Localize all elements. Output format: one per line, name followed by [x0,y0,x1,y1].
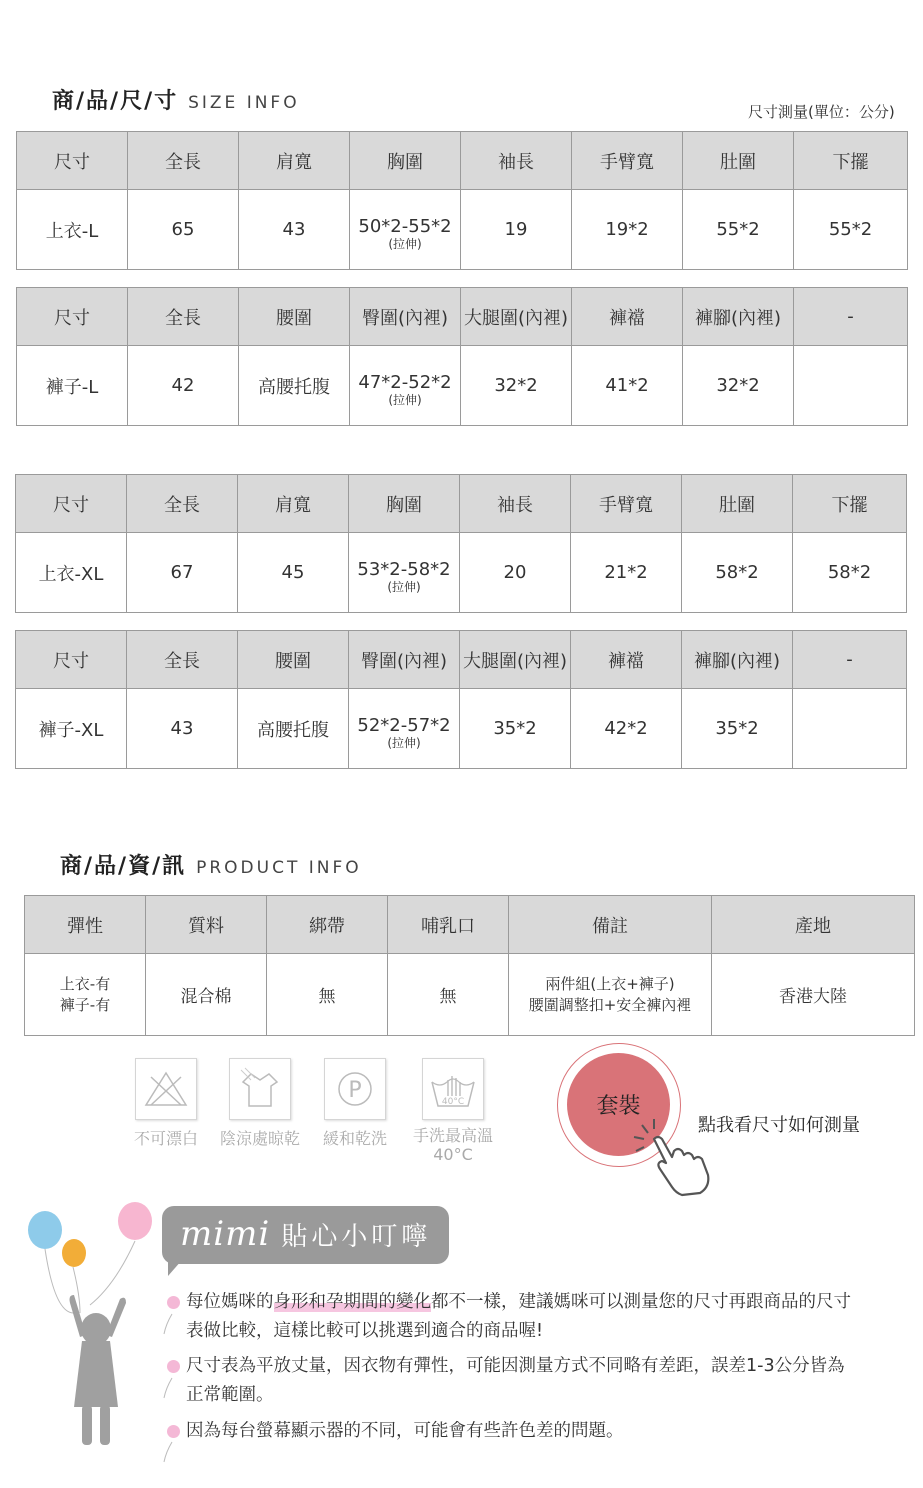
header-cell: 尺寸 [17,132,128,190]
tip-text: 都不一樣，建議媽咪可以測量您的尺寸再跟商品的尺寸 [431,1292,851,1312]
hip-value: 52*2-57*2 [357,714,451,736]
shade-dry-icon [229,1058,291,1120]
size-cell: 上衣-XL [16,533,127,613]
product-title-text: 商/品/資/訊 [60,854,187,879]
header-cell: 褲襠 [571,631,682,689]
strap-cell: 無 [267,954,388,1036]
care-label: 陰涼處晾乾 [219,1129,300,1148]
header-cell: 尺寸 [16,631,127,689]
header-cell: 全長 [127,475,238,533]
data-cell [350,190,461,270]
header-cell: 胸圍 [349,475,460,533]
measure-guide-link[interactable]: 點我看尺寸如何測量 [698,1115,860,1136]
data-cell: 35*2 [460,689,571,769]
header-cell: 尺寸 [16,475,127,533]
header-cell: 下擺 [794,132,908,190]
size-cell: 褲子-L [17,346,128,426]
tip-item-1 [186,1288,911,1346]
data-cell: 42 [128,346,239,426]
data-cell: 32*2 [461,346,572,426]
data-cell: 65 [128,190,239,270]
data-cell: 高腰托腹 [238,689,349,769]
header-cell: 綁帶 [267,896,388,954]
data-cell: 43 [239,190,350,270]
tips-title [180,1214,431,1254]
unit-note: 尺寸測量(單位：公分) [748,103,895,121]
header-cell: 臀圍(內裡) [349,631,460,689]
data-cell: 43 [127,689,238,769]
stretch-note: (拉伸) [387,735,421,750]
bubble-tail [168,1260,182,1276]
tip-curl-decor [160,1310,180,1470]
tip-bullet [167,1296,180,1309]
table-header-row [25,896,915,954]
remark-line: 兩件組(上衣+褲子) [545,974,675,993]
dry-clean-symbol: P [348,1078,362,1103]
header-cell: 質料 [146,896,267,954]
elasticity-cell [25,954,146,1036]
product-info-table [24,895,915,1036]
girl-silhouette [70,1295,127,1445]
size-cell: 褲子-XL [16,689,127,769]
table-header-row [17,288,908,346]
tip-line [186,1288,911,1317]
header-cell: 褲襠 [572,288,683,346]
header-cell: 備註 [509,896,712,954]
care-dry-clean [314,1058,396,1149]
data-cell: 19*2 [572,190,683,270]
table-header-row [16,631,907,689]
stretch-note: (拉伸) [388,392,422,407]
header-cell: 袖長 [460,475,571,533]
header-cell: 褲腳(內裡) [683,288,794,346]
header-cell: 腰圍 [239,288,350,346]
blue-balloon [28,1211,62,1249]
tips-title-bubble [162,1206,449,1264]
data-cell: 67 [127,533,238,613]
size-table-top-xl [15,474,907,613]
origin-cell: 香港大陸 [712,954,915,1036]
tip-item-3 [186,1417,911,1446]
data-cell: 58*2 [682,533,793,613]
hand-wash-temp: 40°C [441,1097,465,1107]
nursing-cell: 無 [388,954,509,1036]
header-cell: 哺乳口 [388,896,509,954]
tips-title-text: 貼心小叮嚀 [281,1222,432,1252]
table-row [25,954,915,1036]
table-row [16,689,907,769]
remarks-cell [509,954,712,1036]
tip-item-2 [186,1352,911,1410]
data-cell [793,689,907,769]
hand-wash-icon [422,1058,484,1120]
header-cell: 大腿圍(內裡) [461,288,572,346]
stretch-note: (拉伸) [387,579,421,594]
data-cell [349,689,460,769]
table-row [17,346,908,426]
data-cell: 高腰托腹 [239,346,350,426]
stretch-note: (拉伸) [388,236,422,251]
data-cell [350,346,461,426]
data-cell: 58*2 [793,533,907,613]
chest-value: 53*2-58*2 [357,558,451,580]
header-cell: 全長 [128,288,239,346]
care-no-bleach [124,1058,208,1149]
data-cell: 42*2 [571,689,682,769]
size-title-text: 商/品/尺/寸 [52,89,179,114]
tip-line: 正常範圍。 [186,1385,274,1405]
size-table-top-l [16,131,908,270]
data-cell: 55*2 [683,190,794,270]
data-cell: 35*2 [682,689,793,769]
header-cell: 下擺 [793,475,907,533]
header-cell: 肩寬 [238,475,349,533]
size-section-title [52,84,300,115]
remark-line: 腰圍調整扣+安全褲內裡 [528,995,692,1014]
header-cell: 彈性 [25,896,146,954]
tips-brand: mimi [180,1214,271,1254]
header-cell: 尺寸 [17,288,128,346]
care-label: 手洗最高溫 [412,1126,493,1145]
care-label: 不可漂白 [133,1129,198,1148]
care-shade-dry [212,1058,308,1149]
header-cell: 臀圍(內裡) [350,288,461,346]
girl-balloons-illustration [20,1195,170,1475]
tip-line: 表做比較，這樣比較可以挑選到適合的商品喔! [186,1321,544,1341]
header-cell: 手臂寬 [571,475,682,533]
data-cell: 20 [460,533,571,613]
data-cell: 32*2 [683,346,794,426]
pink-balloon [118,1202,152,1240]
header-cell: 肚圍 [683,132,794,190]
header-cell: 肚圍 [682,475,793,533]
size-cell: 上衣-L [17,190,128,270]
tip-highlight: 身形和孕期間的變化 [273,1292,431,1312]
header-cell: 胸圍 [350,132,461,190]
header-cell: - [793,631,907,689]
tip-text: 每位媽咪的 [186,1292,274,1312]
header-cell: 手臂寬 [572,132,683,190]
data-cell: 21*2 [571,533,682,613]
orange-balloon [62,1239,86,1267]
header-cell: 肩寬 [239,132,350,190]
size-table-pants-l [16,287,908,426]
header-cell: 腰圍 [238,631,349,689]
material-cell: 混合棉 [146,954,267,1036]
header-cell: 產地 [712,896,915,954]
data-cell: 45 [238,533,349,613]
header-cell: 大腿圍(內裡) [460,631,571,689]
data-cell [794,346,908,426]
header-cell: 全長 [127,631,238,689]
measure-badge[interactable]: 套裝 [567,1053,670,1156]
no-bleach-icon [135,1058,197,1120]
data-cell: 19 [461,190,572,270]
table-header-row [17,132,908,190]
hip-value: 47*2-52*2 [358,371,452,393]
table-header-row [16,475,907,533]
elasticity-pants: 褲子-有 [59,995,111,1014]
header-cell: 全長 [128,132,239,190]
header-cell: - [794,288,908,346]
data-cell [349,533,460,613]
data-cell: 55*2 [794,190,908,270]
care-label: 緩和乾洗 [322,1129,387,1148]
data-cell: 41*2 [572,346,683,426]
product-section-title [60,849,362,880]
header-cell: 褲腳(內裡) [682,631,793,689]
chest-value: 50*2-55*2 [358,215,452,237]
tip-line: 因為每台螢幕顯示器的不同，可能會有些許色差的問題。 [186,1421,624,1441]
header-cell: 袖長 [461,132,572,190]
tip-line: 尺寸表為平放丈量，因衣物有彈性，可能因測量方式不同略有差距，誤差1-3公分皆為 [186,1356,845,1376]
size-subtitle: SIZE INFO [188,93,300,113]
dry-clean-p-icon [324,1058,386,1120]
elasticity-top: 上衣-有 [59,974,111,993]
product-subtitle: PRODUCT INFO [196,858,362,878]
care-label-temp: 40°C [433,1145,473,1164]
table-row [17,190,908,270]
care-hand-wash [405,1058,501,1164]
table-row [16,533,907,613]
size-table-pants-xl [15,630,907,769]
